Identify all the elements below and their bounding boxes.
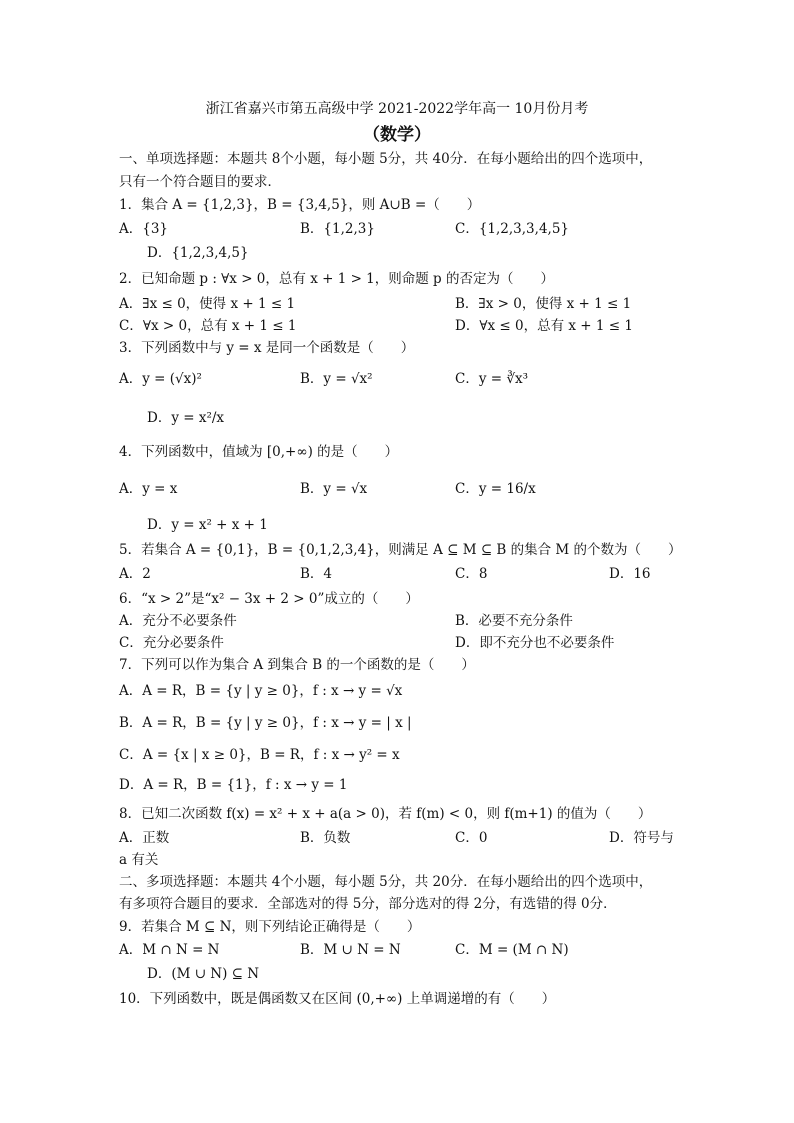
q3-option-b: B．y = √x² — [300, 371, 373, 387]
q6-option-b: B．必要不充分条件 — [455, 613, 573, 629]
q3-option-a: A．y = (√x)² — [119, 371, 202, 387]
section2-requirement: 有多项符合题目的要求．全部选对的得 5分，部分选对的得 2分，有选错的得 0分． — [119, 896, 617, 912]
q3-option-c: C．y = ∛x³ — [455, 371, 528, 387]
q7-option-d: D．A = R，B = {1}，f : x → y = 1 — [119, 777, 348, 793]
q1-option-c: C．{1,2,3,3,4,5} — [455, 221, 569, 237]
q5-option-b: B．4 — [300, 566, 333, 582]
q9-stem: 9．若集合 M ⊆ N，则下列结论正确得是（ ） — [119, 919, 421, 935]
q1-option-d: D．{1,2,3,4,5} — [147, 245, 249, 261]
q2-option-b: B．∃x > 0，使得 x + 1 ≤ 1 — [455, 296, 632, 312]
q2-option-d: D．∀x ≤ 0，总有 x + 1 ≤ 1 — [455, 318, 633, 334]
q10-stem: 10．下列函数中，既是偶函数又在区间 (0,+∞) 上单调递增的有（ ） — [119, 991, 556, 1007]
section1-heading: 一、单项选择题：本题共 8个小题，每小题 5分，共 40分．在每小题给出的四个选项中， — [119, 151, 653, 167]
q6-stem: 6．“x > 2”是“x² − 3x + 2 > 0”成立的（ ） — [119, 591, 419, 607]
q8-option-d-continued: a 有关 — [119, 852, 159, 868]
q2-stem: 2．已知命题 p : ∀x > 0，总有 x + 1 > 1，则命题 p 的否定为（ ） — [119, 271, 554, 287]
q6-option-c: C．充分必要条件 — [119, 635, 224, 651]
q5-option-d: D．16 — [609, 566, 651, 582]
q1-option-b: B．{1,2,3} — [300, 221, 375, 237]
q6-option-a: A．充分不必要条件 — [119, 613, 237, 629]
q9-option-d: D．(M ∪ N) ⊆ N — [147, 966, 260, 982]
q1-stem: 1．集合 A = {1,2,3}，B = {3,4,5}，则 A∪B =（ ） — [119, 197, 481, 213]
q4-option-b: B．y = √x — [300, 481, 368, 497]
q1-option-a: A．{3} — [119, 221, 169, 237]
q7-option-c: C．A = {x | x ≥ 0}，B = R，f : x → y² = x — [119, 747, 400, 763]
q2-option-a: A．∃x ≤ 0，使得 x + 1 ≤ 1 — [119, 296, 296, 312]
section1-requirement: 只有一个符合题目的要求． — [119, 174, 281, 190]
q8-option-c: C．0 — [455, 830, 488, 846]
q4-option-a: A．y = x — [119, 481, 178, 497]
q2-option-c: C．∀x > 0，总有 x + 1 ≤ 1 — [119, 318, 297, 334]
q6-option-d: D．即不充分也不必要条件 — [455, 635, 615, 651]
q5-option-a: A．2 — [119, 566, 151, 582]
q7-stem: 7．下列可以作为集合 A 到集合 B 的一个函数的是（ ） — [119, 657, 475, 673]
q8-option-d: D．符号与 — [609, 830, 674, 846]
q9-option-a: A．M ∩ N = N — [119, 942, 220, 958]
exam-subject: （数学） — [363, 125, 431, 145]
q3-option-d: D．y = x²/x — [147, 410, 225, 426]
q9-option-c: C．M = (M ∩ N) — [455, 942, 569, 958]
q4-option-c: C．y = 16/x — [455, 481, 536, 497]
q7-option-b: B．A = R，B = {y | y ≥ 0}，f : x → y = | x | — [119, 715, 412, 731]
q4-option-d: D．y = x² + x + 1 — [147, 517, 268, 533]
q5-option-c: C．8 — [455, 566, 488, 582]
q7-option-a: A．A = R，B = {y | y ≥ 0}，f : x → y = √x — [119, 683, 403, 699]
q9-option-b: B．M ∪ N = N — [300, 942, 401, 958]
exam-title: 浙江省嘉兴市第五高级中学 2021-2022学年高一 10月份月考 — [205, 101, 589, 117]
q5-stem: 5．若集合 A = {0,1}，B = {0,1,2,3,4}，则满足 A ⊆ M ⊆ B 的集合 M 的个数为（ ） — [119, 542, 682, 558]
q8-stem: 8．已知二次函数 f(x) = x² + x + a(a > 0)，若 f(m) < 0，则 f(m+1) 的值为（ ） — [119, 806, 652, 822]
q8-option-b: B．负数 — [300, 830, 351, 846]
q4-stem: 4．下列函数中，值域为 [0,+∞) 的是（ ） — [119, 444, 399, 460]
q3-stem: 3．下列函数中与 y = x 是同一个函数是（ ） — [119, 340, 415, 356]
section2-heading: 二、多项选择题：本题共 4个小题，每小题 5分，共 20分．在每小题给出的四个选项中， — [119, 874, 653, 890]
q8-option-a: A．正数 — [119, 830, 170, 846]
